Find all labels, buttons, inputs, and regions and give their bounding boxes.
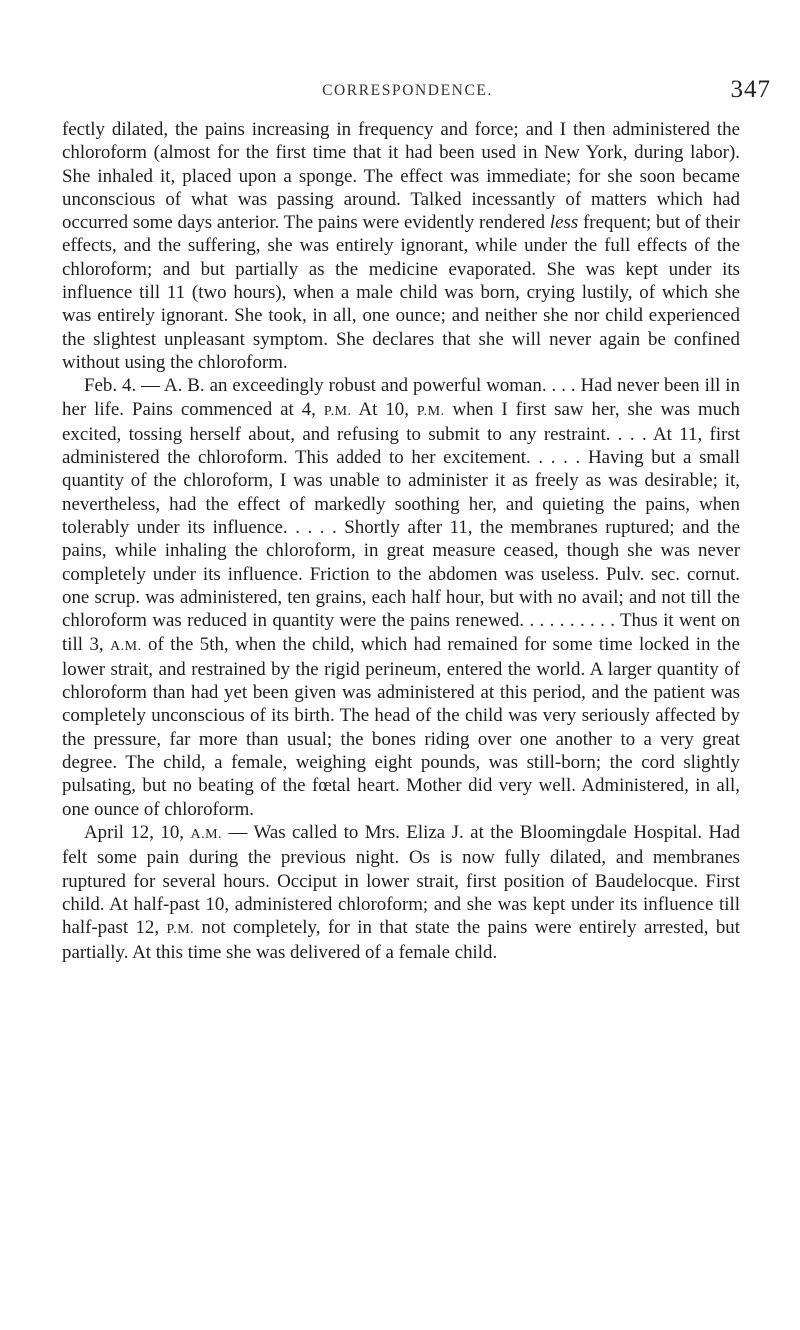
time-abbreviation: P.M. [416, 403, 445, 419]
text-run: frequent; but of their effects, and the suffering, she was entirely ignorant, while under the full effects of the chloroform; and but partially as the medicine evaporated. She was kept under its influence till 11 (two hours), when a male child was born, crying lustily, of which she was entirely ignorant. She took, in all, one ounce; and neither she nor child experienced the slightest unpleasant symptom. She declares that she will never again be confined without using the chloroform. [62, 212, 740, 373]
time-abbreviation: P.M. [323, 403, 352, 419]
page-number: 347 [730, 76, 771, 103]
paragraph-april-12 [62, 821, 740, 965]
text-run: Feb. 4. — A. B. an exceedingly robust and powerful woman. . . . Had never been ill in her life. Pains commenced at 4, [62, 375, 740, 420]
time-abbreviation: A.M. [110, 638, 142, 654]
time-abbreviation: P.M. [166, 922, 195, 938]
text-run: not completely, for in that state the pains were entirely arrested, but partially. At this time she was delivered of a female child. [62, 917, 740, 964]
text-run: when I first saw her, she was much excited, tossing herself about, and refusing to submit to any restraint. . . . At 11, first administered the chloroform. This added to her excitement. . . . . Having but a small quantity of the chloroform, I was unable to administer it as freely as was desirable; it, nevertheless, had the effect of markedly soothing her, and quieting the pains, when tolerably under its influence. . . . . Shortly after 11, the membranes ruptured; and the pains, while inhaling the chloroform, in great measure ceased, though she was never completely under its influence. Friction to the abdomen was useless. Pulv. sec. cornut. one scrup. was administered, ten grains, each half hour, but with no avail; and not till the chloroform was reduced in quantity were the pains renewed. . . . . . . . . . Thus it went on till 3, [62, 398, 740, 655]
text-run: fectly dilated, the pains increasing in frequency and force; and I then administered the chloroform (almost for the first time that it had been used in New York, during labor). She inhaled it, placed upon a sponge. The effect was immediate; for she soon became unconscious of what was passing around. Talked incessantly of matters which had occurred some days anterior. The pains were evidently rendered [62, 119, 740, 234]
body-text [62, 118, 740, 965]
text-run: of the 5th, when the child, which had remained for some time locked in the lower strait, and restrained by the rigid perineum, entered the world. A larger quantity of chloroform than had yet been given was administered at this period, and the patient was completely unconscious of its birth. The head of the child was very seriously affected by the pressure, far more than usual; the bones riding over one another to a very great degree. The child, a female, weighing eight pounds, was still-born; the cord slightly pulsating, but no beating of the fœtal heart. Mother did very well. Administered, in all, one ounce of chloroform. [62, 633, 741, 820]
emphasis-less: less [549, 212, 579, 234]
text-run: At 10, [351, 398, 417, 420]
running-title: CORRESPONDENCE. [322, 82, 493, 99]
time-abbreviation: A.M. [190, 826, 223, 842]
running-head [70, 76, 771, 108]
paragraph-feb-4 [62, 374, 740, 821]
paragraph-continuation [62, 118, 740, 374]
text-run: April 12, 10, [84, 821, 191, 843]
text-run: — Was called to Mrs. Eliza J. at the Bloomingdale Hospital. Had felt some pain during the previous night. Os is now fully dilated, and membranes ruptured for several hours. Occiput in lower strait, first position of Baudelocque. First child. At half-past 10, administered chloroform; and she was kept under its influence till half-past 12, [62, 821, 740, 939]
